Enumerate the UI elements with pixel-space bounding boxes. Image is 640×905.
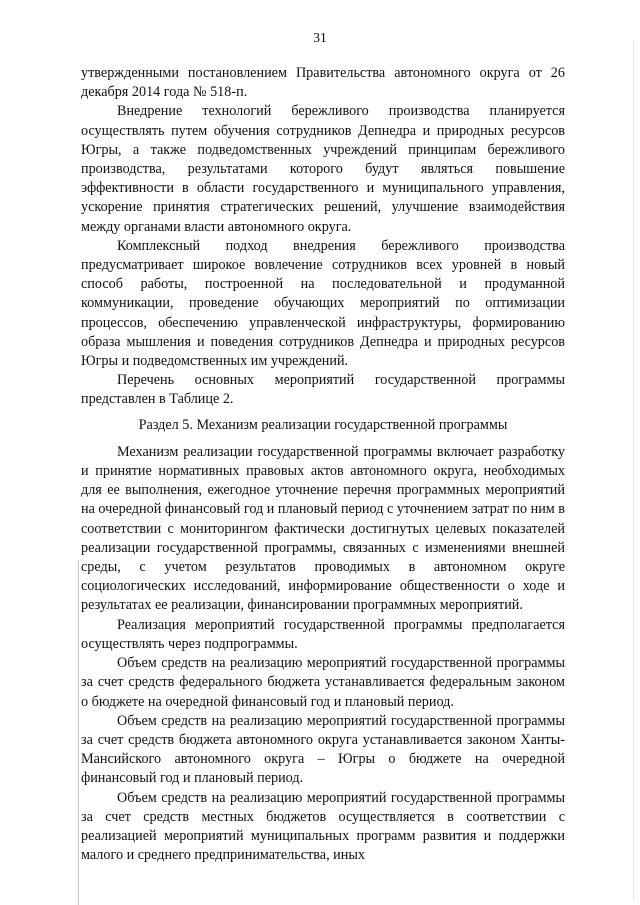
scan-edge-right (633, 40, 634, 900)
paragraph-mechanism: Механизм реализации государственной программы включает разработку и принятие нормативных правовых актов автономного округа, необходимых для ее выполнения, ежегодное уточнение перечня программных мероприятий на очередной финансовый год и плановый период с уточнением затрат по ним в соответствии с мониторингом фактически достигнутых целевых показателей реализации государственной программы, связанных с изменениями внешней среды, с учетом результатов проводимых в автономном округе социологических исследований, информирование общественности о ходе и результатах ее реализации, финансировании программных мероприятий. (81, 443, 566, 614)
paragraph-regional-budget: Объем средств на реализацию мероприятий государственной программы за счет средств бюджета автономного округа устанавливается законом Ханты-Мансийского автономного округа – Югры о бюджете на очередной финансовый год и плановый период. (81, 712, 565, 787)
paragraph-local-budgets: Объем средств на реализацию мероприятий государственной программы за счет средств местных бюджетов осуществляется в соответствии с реализацией мероприятий муниципальных программ развития и поддержки малого и среднего предпринимательства, иных (81, 789, 565, 864)
paragraph-complex-approach: Комплексный подход внедрения бережливого производства предусматривает широкое вовлечение сотрудников всех уровней в новый способ работы, построенной на последовательной и продуманной коммуникации, проведение обучающих мероприятий по оптимизации процессов, обеспечению управленческой инфраструктуры, формированию образа мышления и поведения сотрудников Депнедра и природных ресурсов Югры и подведомственных им учреждений. (81, 237, 565, 370)
paragraph-lean-technologies: Внедрение технологий бережливого производства планируется осуществлять путем обучения сотрудников Депнедра и природных ресурсов Югры, а также подведомственных учреждений принципам бережливого производства, результатами которого будут являться повышение эффективности в области государственного и муниципального управления, ускорение принятия стратегических решений, улучшение взаимодействия между органами власти автономного округа. (81, 103, 565, 235)
scan-edge-left (78, 560, 79, 905)
paragraph-continuation: утвержденными постановлением Правительства автономного округа от 26 декабря 2014 года № 518-п. (81, 65, 565, 101)
document-body (81, 64, 565, 865)
page-number: 31 (313, 30, 327, 45)
paragraph-subprograms: Реализация мероприятий государственной программы предполагается осуществлять через подпрограммы. (81, 616, 565, 652)
section-heading: Раздел 5. Механизм реализации государственной программы (138, 416, 508, 433)
paragraph-activities-list: Перечень основных мероприятий государственной программы представлен в Таблице 2. (81, 372, 565, 408)
paragraph-federal-budget: Объем средств на реализацию мероприятий государственной программы за счет средств федерального бюджета устанавливается федеральным законом о бюджете на очередной финансовый год и плановый период. (81, 655, 565, 710)
